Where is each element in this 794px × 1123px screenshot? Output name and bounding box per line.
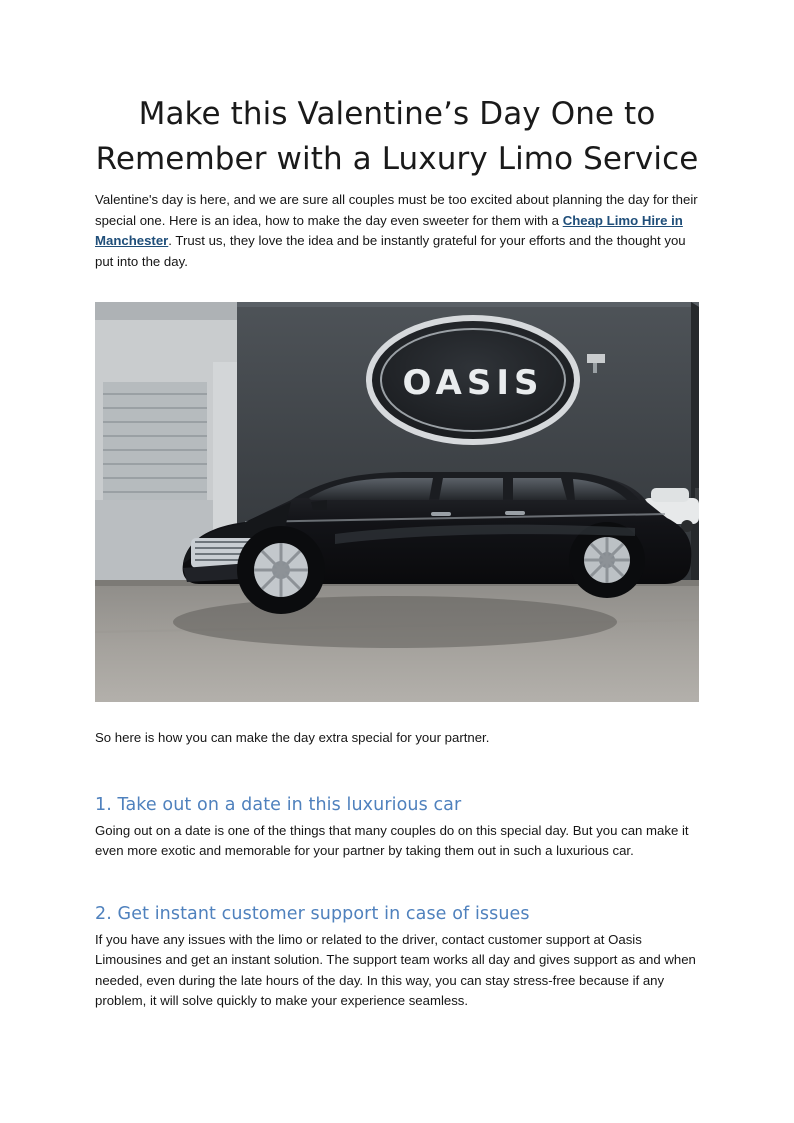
oasis-sign (369, 318, 577, 442)
svg-text:OASIS: OASIS (402, 363, 544, 403)
intro-text-part1: Valentine's day is here, and we are sure all couples must be too excited about planning the day for their special one. Here is an idea, how to make the day even sweeter for them with a (95, 192, 698, 228)
section-heading-1: 1. Take out on a date in this luxurious car (95, 794, 462, 815)
page-title: Make this Valentine’s Day One to Remember with a Luxury Limo Service (95, 96, 699, 177)
section-heading-2: 2. Get instant customer support in case of issues (95, 903, 530, 924)
cheap-limo-hire-link[interactable]: Cheap Limo Hire in Manchester (95, 212, 683, 248)
section-body-2: If you have any issues with the limo or related to the driver, contact customer support at Oasis Limousines and get an instant solution. The support team works all day and gives support as and when needed, even during the late hours of the day. In this way, you can stay stress-free because if any problem, it will solve quickly to make your experience seamless. (95, 931, 696, 1008)
intro-paragraph (95, 190, 699, 272)
limousine-photo (95, 302, 699, 702)
lead-in-paragraph: So here is how you can make the day extra special for your partner. (95, 730, 490, 745)
intro-text-part2: . Trust us, they love the idea and be instantly grateful for your efforts and the thought you put into the day. (95, 233, 686, 269)
document-content (95, 92, 699, 1012)
section-body-1: Going out on a date is one of the things that many couples do on this special day. But you can make it even more exotic and memorable for your partner by taking them out in such a luxurious car. (95, 822, 689, 858)
limousine-photo-graphic (95, 302, 699, 702)
